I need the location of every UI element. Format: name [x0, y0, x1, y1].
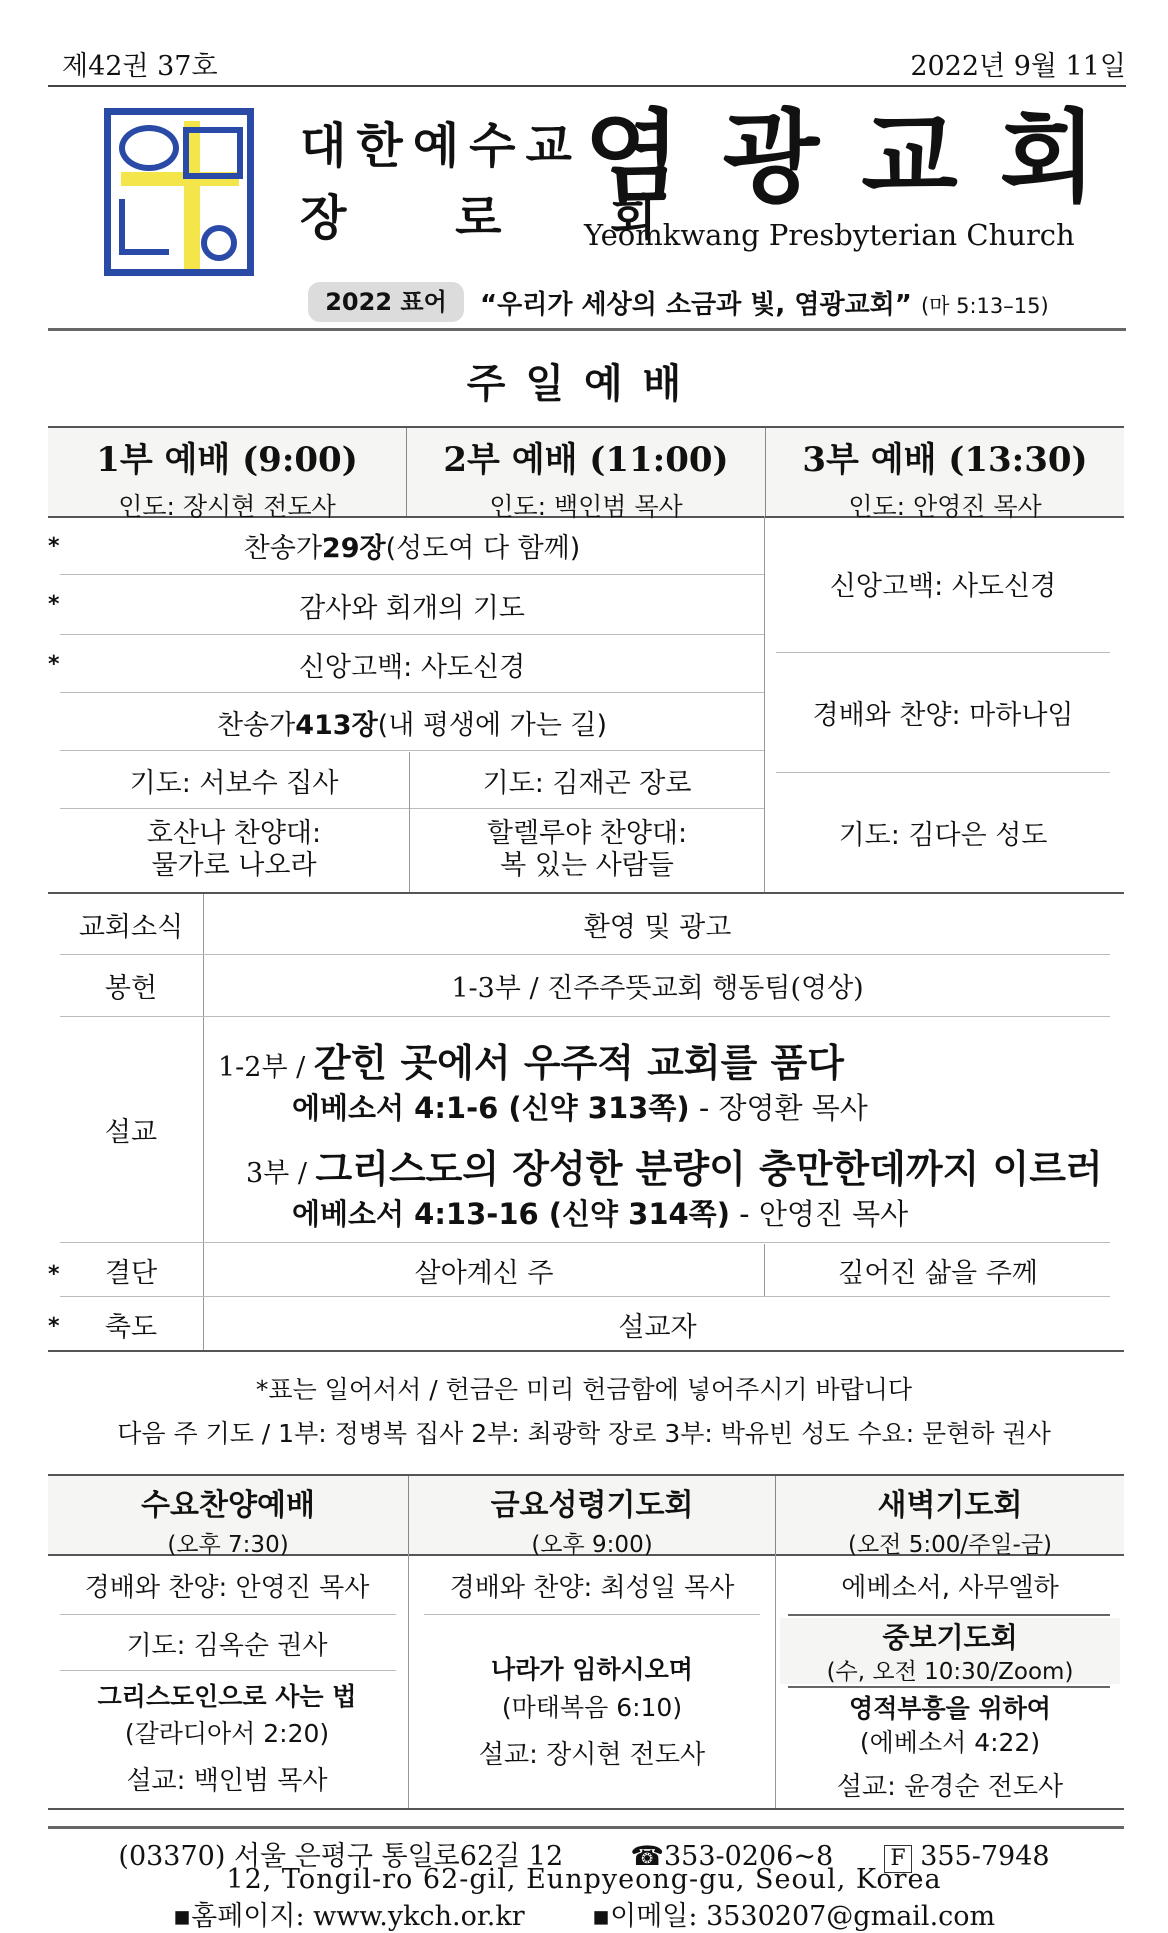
row-divider	[788, 1686, 1110, 1688]
column-divider	[764, 1244, 765, 1296]
scripture-ref: 에베소서 4:1-6 (신약 313쪽)	[292, 1091, 690, 1125]
fax-icon: F	[884, 1845, 911, 1873]
dawn-text: 에베소서, 사무엘하	[841, 1572, 1059, 1603]
standing-mark: *	[48, 534, 60, 559]
standing-mark: *	[48, 1314, 60, 1339]
row-divider	[424, 1614, 760, 1615]
commitment-song-3: 깊어진 삶을 주께	[838, 1257, 1038, 1289]
logo-glyph	[119, 199, 169, 255]
email-link[interactable]: 3530207@gmail.com	[706, 1901, 996, 1932]
worship-title: 주일예배	[466, 361, 702, 407]
issue-line	[62, 44, 1126, 83]
wednesday-sermon-ref: (갈라디아서 2:20)	[124, 1719, 330, 1748]
friday-preacher: 설교: 장시현 전도사	[478, 1739, 706, 1770]
footer-divider	[48, 1826, 1124, 1829]
sermon-2-ref	[292, 1192, 908, 1233]
church-logo	[104, 108, 254, 276]
service-2-header	[406, 428, 765, 521]
choir-service-1: 호산나 찬양대: 물가로 나오라	[146, 818, 322, 881]
intercession-time: (수, 오전 10:30/Zoom)	[780, 1654, 1120, 1684]
label-column-divider	[203, 894, 204, 1350]
dawn-time: (오전 5:00/주일-금)	[847, 1532, 1053, 1558]
denomination-line2: 장 로 회	[300, 190, 703, 246]
service-title: 1부 예배 (9:00)	[96, 440, 358, 480]
prayer-service-3: 기도: 김다은 성도	[838, 819, 1048, 851]
dawn-header	[775, 1476, 1124, 1558]
section-divider	[48, 1808, 1124, 1810]
wednesday-title: 수요찬양예배	[141, 1488, 315, 1523]
next-week-prayer: 다음 주 기도 / 1부: 정병복 집사 2부: 최광학 장로 3부: 박유빈 성도 수요: 문현하 권사	[117, 1419, 1051, 1448]
wednesday-prayer: 기도: 김옥순 권사	[126, 1630, 328, 1661]
offering-label: 봉헌	[104, 972, 158, 1004]
row-divider	[60, 1296, 1110, 1297]
row-divider	[60, 1016, 1110, 1017]
row-divider	[60, 1242, 1110, 1243]
standing-mark: *	[48, 652, 60, 677]
row-divider	[60, 750, 764, 751]
preacher: - 장영환 목사	[689, 1091, 868, 1125]
benediction-value: 설교자	[618, 1311, 697, 1343]
row-divider	[60, 1670, 396, 1671]
motto	[480, 284, 1049, 321]
row-divider	[60, 808, 764, 809]
homepage-link[interactable]: www.ykch.or.kr	[313, 1901, 525, 1932]
homepage-label: ▪홈페이지:	[172, 1901, 314, 1932]
wednesday-preacher: 설교: 백인범 목사	[126, 1765, 328, 1796]
logo-glyph	[119, 125, 179, 171]
row-divider	[60, 574, 764, 575]
church-name: 염광교회	[584, 99, 1139, 216]
dawn-sermon-title: 영적부흥을 위하여	[849, 1694, 1051, 1723]
logo-glyph	[183, 127, 243, 179]
sermon-part: 1-2부 /	[218, 1052, 314, 1083]
commitment-label: 결단	[104, 1257, 158, 1289]
column-divider	[775, 1554, 776, 1808]
service-leader: 인도: 백인범 목사	[489, 492, 683, 521]
wednesday-header	[48, 1476, 408, 1558]
offering-value: 1-3부 / 진주주뜻교회 행동팀(영상)	[451, 972, 864, 1004]
row-divider	[60, 692, 764, 693]
hymn-1: 찬송가 29장 (성도여 다 함께)	[243, 532, 581, 564]
top-divider	[48, 85, 1126, 87]
sermon-part: 3부 /	[246, 1158, 316, 1189]
dawn-preacher: 설교: 윤경순 전도사	[836, 1771, 1064, 1802]
friday-praise: 경배와 찬양: 최성일 목사	[449, 1572, 735, 1603]
column-divider	[764, 516, 765, 892]
wednesday-sermon-title: 그리스도인으로 사는 법	[97, 1682, 357, 1711]
friday-header	[408, 1476, 775, 1558]
row-divider	[776, 772, 1110, 773]
service-title: 2부 예배 (11:00)	[443, 440, 729, 480]
sermon-2-heading	[246, 1138, 1103, 1193]
choir-service-2: 할렐루야 찬양대: 복 있는 사람들	[486, 818, 688, 881]
standing-note: *표는 일어서서 / 헌금은 미리 헌금함에 넣어주시기 바랍니다	[255, 1375, 913, 1404]
denomination-line1: 대한예수교	[300, 118, 582, 174]
standing-mark: *	[48, 1262, 60, 1287]
row-divider	[776, 652, 1110, 653]
address: (03370) 서울 은평구 통일로62길 12	[118, 1841, 564, 1872]
prayer-service-1: 기도: 서보수 집사	[129, 767, 339, 799]
confession-prayer: 감사와 회개의 기도	[299, 592, 525, 624]
friday-title: 금요성령기도회	[490, 1488, 694, 1523]
service-3-header	[765, 428, 1124, 521]
motto-text: “우리가 세상의 소금과 빛, 염광교회”	[480, 290, 912, 320]
row-divider	[60, 954, 1110, 955]
motto-ref: (마 5:13–15)	[920, 294, 1049, 318]
row-divider	[60, 1614, 396, 1615]
hymn-2: 찬송가 413장 (내 평생에 가는 길)	[216, 709, 608, 741]
dawn-sermon-ref: (에베소서 4:22)	[859, 1728, 1041, 1757]
benediction-label: 축도	[104, 1311, 158, 1343]
news-label: 교회소식	[78, 911, 184, 943]
creed: 신앙고백: 사도신경	[298, 651, 526, 683]
header-divider	[48, 328, 1126, 331]
column-divider	[408, 1554, 409, 1808]
weekday-header-row	[48, 1474, 1124, 1556]
motto-badge: 2022 표어	[308, 282, 464, 322]
footer-contact-line	[0, 1894, 1168, 1933]
friday-sermon-ref: (마태복음 6:10)	[501, 1693, 683, 1722]
creed-service-3: 신앙고백: 사도신경	[829, 570, 1057, 602]
issue-number: 제42권 37호	[62, 51, 218, 82]
intercession-title: 중보기도회	[780, 1618, 1120, 1654]
section-divider	[48, 1350, 1124, 1352]
praise-service-3: 경배와 찬양: 마하나임	[812, 699, 1074, 731]
sermon-label: 설교	[104, 1116, 158, 1148]
sermon-title: 갇힌 곳에서 우주적 교회를 품다	[313, 1041, 844, 1085]
scripture-ref: 에베소서 4:13-16 (신약 314쪽)	[292, 1197, 730, 1231]
service-1-header	[48, 428, 406, 521]
wednesday-time: (오후 7:30)	[167, 1532, 289, 1558]
email-label: ▪이메일:	[591, 1901, 707, 1932]
prayer-service-2: 기도: 김재곤 장로	[482, 767, 692, 799]
row-divider	[60, 634, 764, 635]
fax: 355-7948	[920, 1841, 1050, 1872]
commitment-song-1-2: 살아계신 주	[414, 1257, 554, 1289]
friday-time: (오후 9:00)	[531, 1532, 653, 1558]
section-divider	[48, 892, 1124, 894]
wednesday-praise: 경배와 찬양: 안영진 목사	[84, 1572, 370, 1603]
sermon-1-heading	[218, 1032, 844, 1087]
service-leader: 인도: 장시현 전도사	[118, 492, 336, 521]
standing-mark: *	[48, 592, 60, 617]
issue-date: 2022년 9월 11일	[910, 51, 1126, 82]
preacher: - 안영진 목사	[729, 1197, 909, 1231]
dawn-title: 새벽기도회	[877, 1488, 1023, 1523]
sermon-title: 그리스도의 장성한 분량이 충만한데까지 이르러	[315, 1147, 1103, 1191]
service-title: 3부 예배 (13:30)	[802, 440, 1088, 480]
phone: ☎353-0206~8	[630, 1841, 834, 1872]
news-value: 환영 및 광고	[583, 911, 732, 943]
friday-sermon-title: 나라가 임하시오며	[491, 1655, 693, 1684]
church-name-en: Yeomkwang Presbyterian Church	[584, 218, 1075, 252]
footer-address-en: 12, Tongil-ro 62-gil, Eunpyeong-gu, Seoul, Korea	[226, 1864, 942, 1895]
sermon-1-ref	[292, 1086, 868, 1127]
service-leader: 인도: 안영진 목사	[848, 492, 1042, 521]
logo-glyph	[201, 225, 237, 261]
service-header-row	[48, 426, 1124, 521]
